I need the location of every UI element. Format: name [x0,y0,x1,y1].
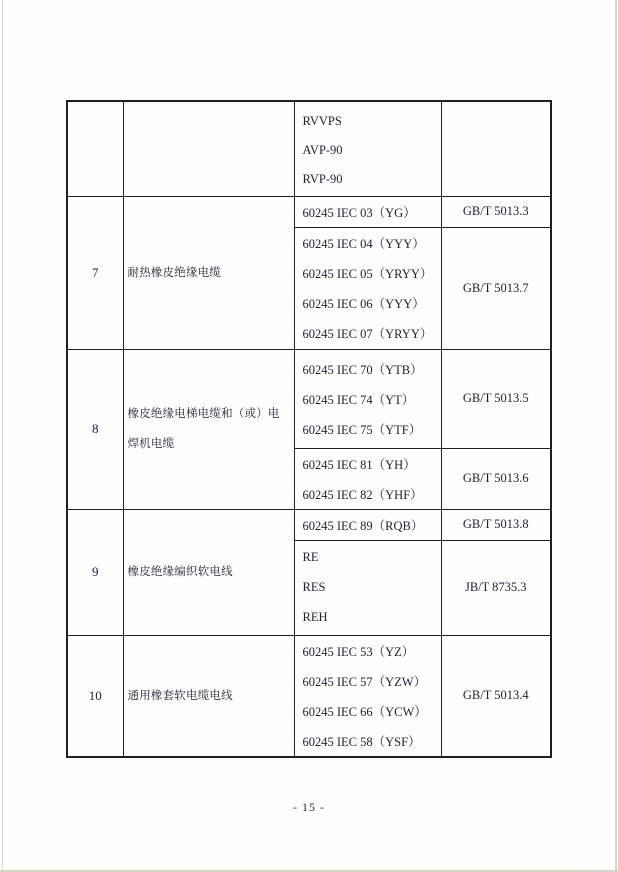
row-number-cell: 9 [67,509,123,635]
model-line: REH [302,610,328,624]
row-number-cell: 7 [67,196,123,349]
standard-cell [441,101,551,196]
standard-cell: JB/T 8735.3 [441,540,551,635]
table-row-10 [67,635,551,757]
model-cell [294,349,441,448]
model-cell [294,509,441,540]
model-line: RVVPS [302,114,342,128]
model-line: 60245 IEC 04（YYY） [302,237,425,251]
model-cell [294,448,441,509]
product-description-cell: 橡皮绝缘电梯电缆和（或）电焊机电缆 [123,349,294,509]
model-cell [294,101,441,196]
table-row-7 [67,196,551,227]
product-description-cell: 耐热橡皮绝缘电缆 [123,196,294,349]
model-line: AVP-90 [302,143,343,157]
model-line: 60245 IEC 70（YTB） [302,362,423,377]
standard-cell: GB/T 5013.3 [441,196,551,227]
row-number-cell: 8 [67,349,123,509]
table-row-9 [67,509,551,540]
model-line: 60245 IEC 57（YZW） [302,674,427,689]
model-cell [294,196,441,227]
cable-standards-table [66,100,552,758]
model-line: 60245 IEC 66（YCW） [302,704,427,719]
page-edge-right [615,0,617,872]
model-line: RES [302,580,326,594]
table-row-8 [67,349,551,448]
standard-cell: GB/T 5013.8 [441,509,551,540]
model-line: 60245 IEC 05（YRYY） [302,267,433,281]
row-number-cell [67,101,123,196]
product-description-cell [123,101,294,196]
model-line: 60245 IEC 89（RQB） [302,518,424,533]
model-line: 60245 IEC 81（YH） [302,457,416,472]
standard-cell: GB/T 5013.7 [441,227,551,349]
standard-cell: GB/T 5013.5 [441,349,551,448]
standard-cell: GB/T 5013.6 [441,448,551,509]
model-line: 60245 IEC 75（YTF） [302,422,422,437]
model-cell [294,635,441,757]
model-line: 60245 IEC 82（YHF） [302,487,423,502]
table-row-continued [67,101,551,196]
product-description-cell: 通用橡套软电缆电线 [123,635,294,757]
model-line: 60245 IEC 06（YYY） [302,297,425,311]
page-number: - 15 - [293,800,325,814]
product-description-cell: 橡皮绝缘编织软电线 [123,509,294,635]
model-line: 60245 IEC 58（YSF） [302,734,421,749]
model-cell [294,227,441,349]
model-line: RVP-90 [302,172,343,186]
standard-cell: GB/T 5013.4 [441,635,551,757]
model-cell [294,540,441,635]
model-line: 60245 IEC 53（YZ） [302,644,415,659]
model-line: 60245 IEC 03（YG） [302,205,416,220]
model-line: 60245 IEC 07（YRYY） [302,327,433,341]
model-line: RE [302,550,319,564]
model-line: 60245 IEC 74（YT） [302,392,415,407]
page-edge-left [2,0,3,872]
row-number-cell: 10 [67,635,123,757]
